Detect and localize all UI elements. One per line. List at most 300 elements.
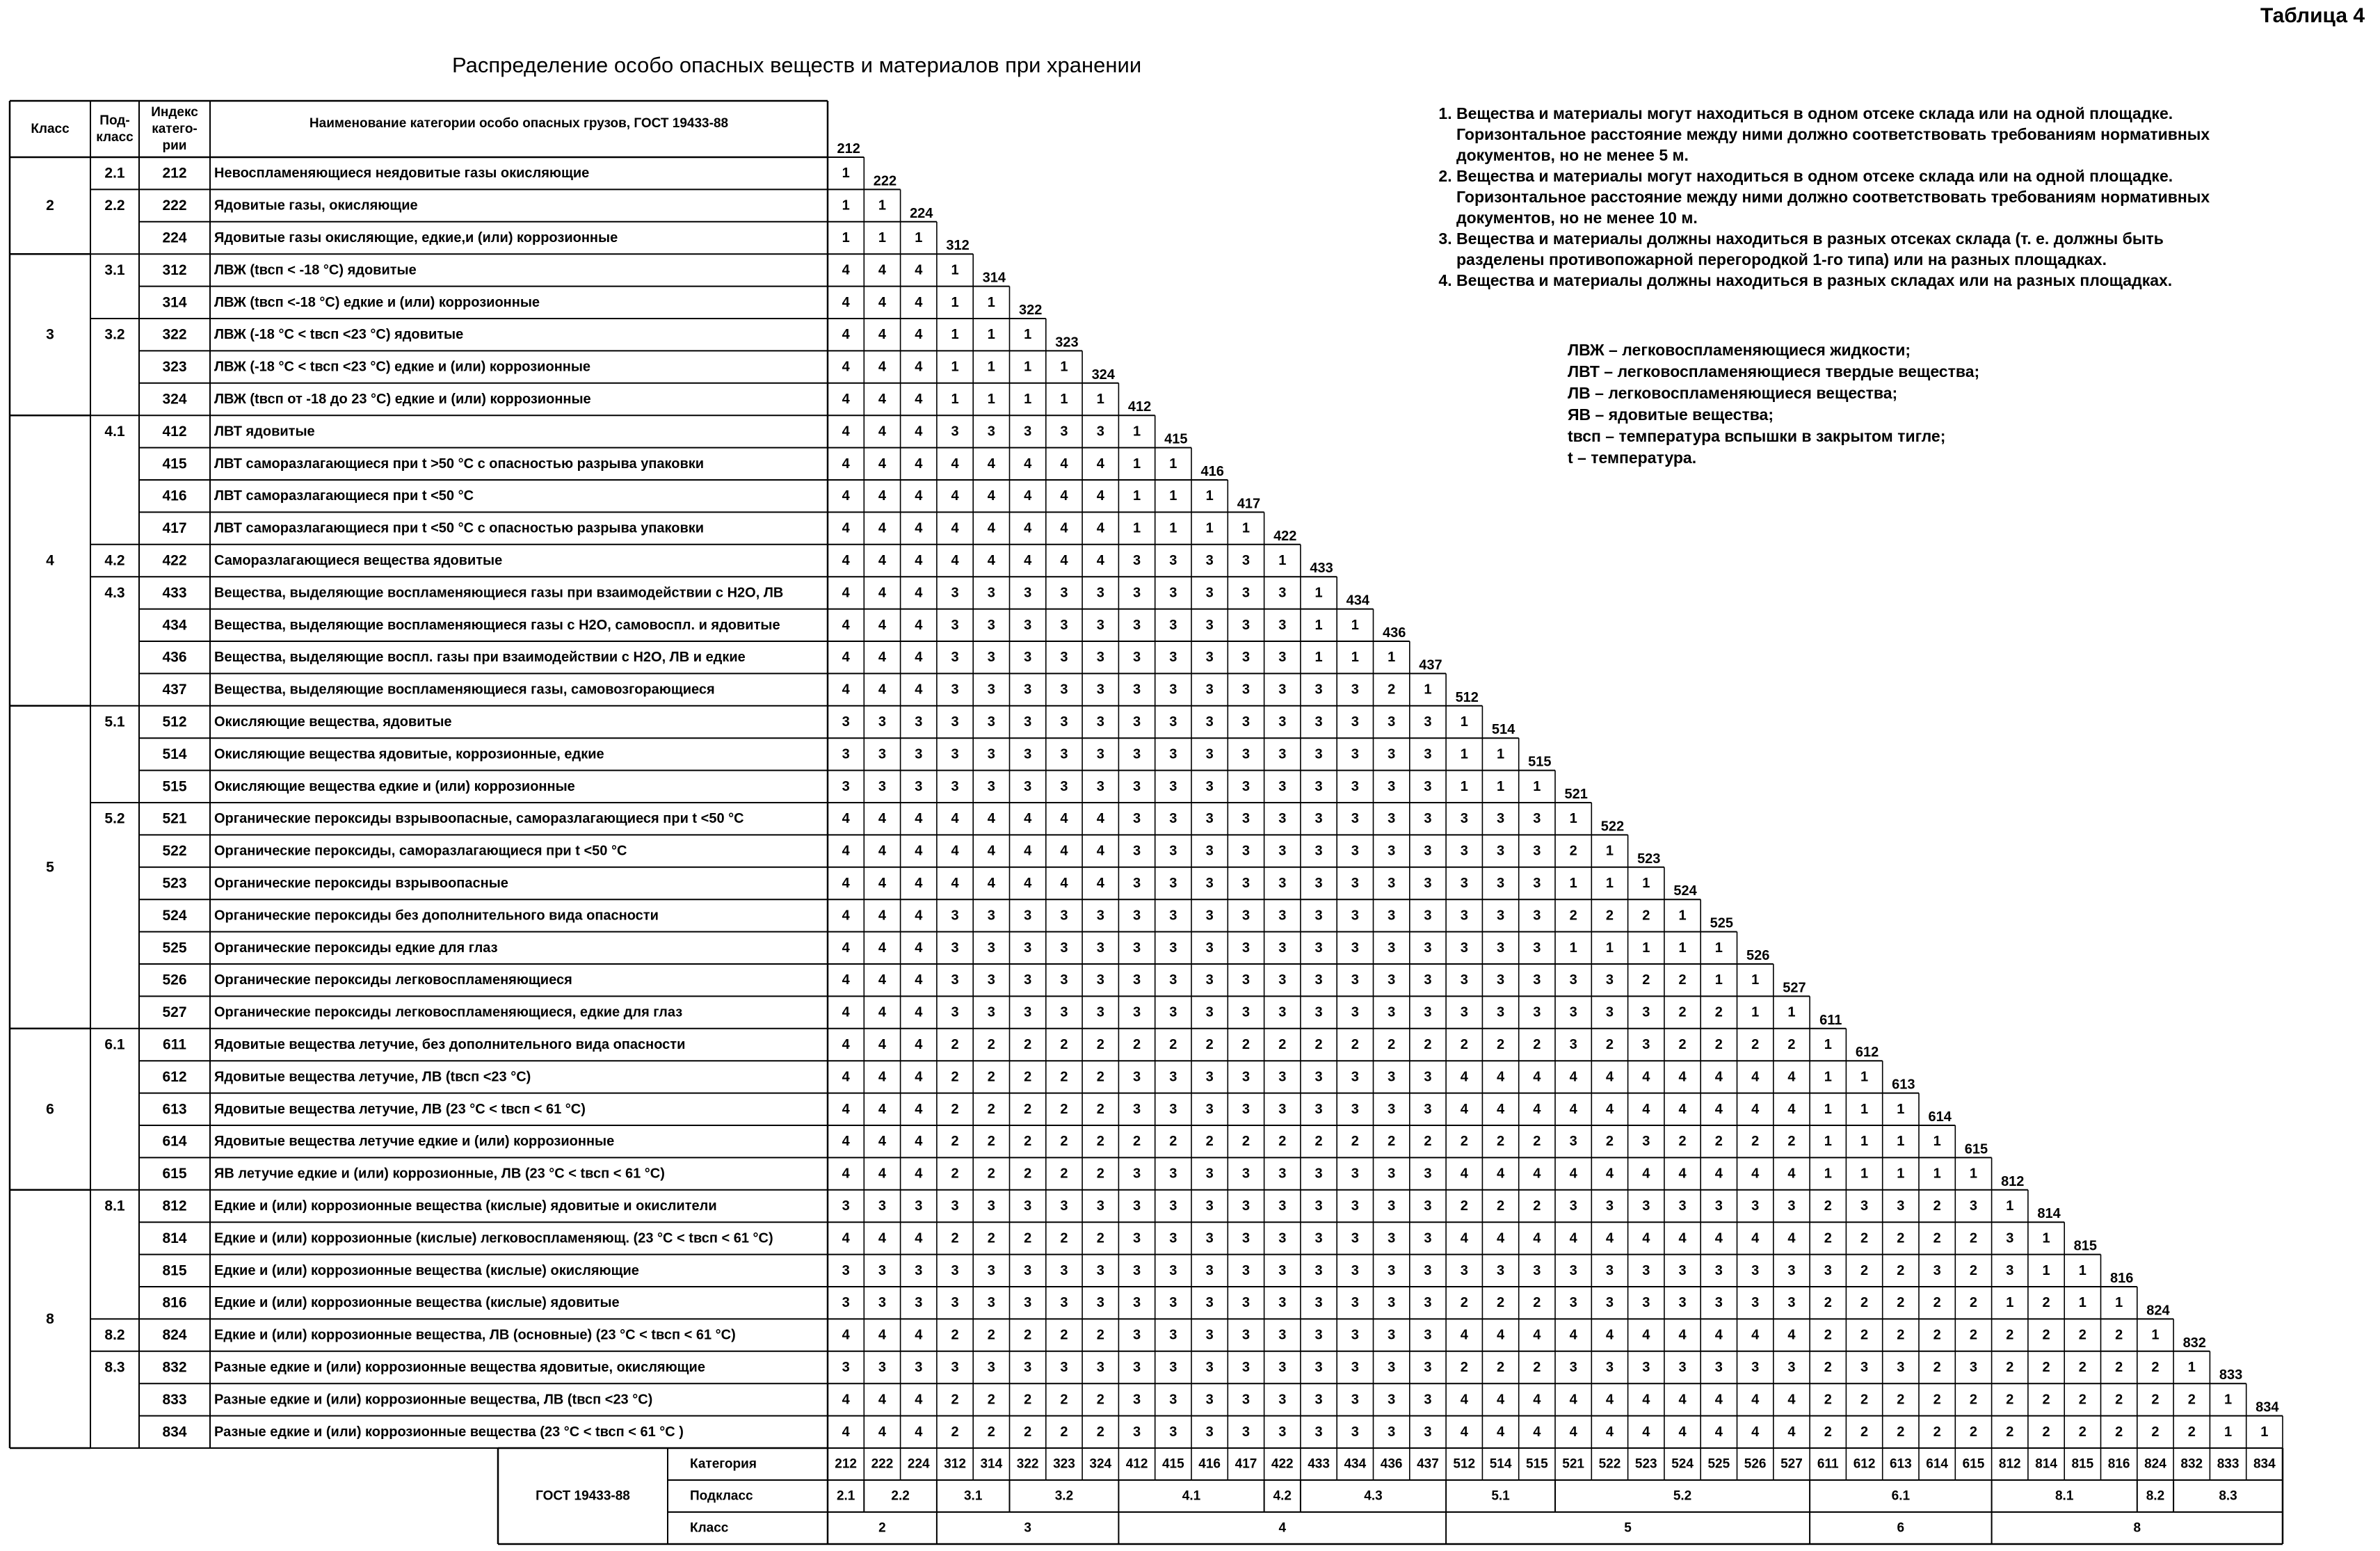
compatibility-cell: 4 <box>1714 1069 1723 1085</box>
compatibility-cell: 1 <box>1169 488 1177 504</box>
compatibility-cell: 3 <box>1278 1262 1287 1278</box>
compatibility-cell: 3 <box>1460 843 1468 859</box>
compatibility-cell: 3 <box>1060 778 1068 794</box>
compatibility-cell: 4 <box>1605 1069 1614 1085</box>
legend-item: tвсп – температура вспышки в закрытом тигле; <box>1568 427 1946 445</box>
compatibility-cell: 4 <box>1605 1392 1614 1408</box>
footer-category: 834 <box>2253 1456 2276 1472</box>
compatibility-cell: 1 <box>842 230 850 246</box>
compatibility-cell: 3 <box>1132 1166 1141 1182</box>
compatibility-cell: 2 <box>1569 908 1577 924</box>
compatibility-cell: 4 <box>842 811 850 827</box>
compatibility-cell: 4 <box>1096 553 1104 568</box>
compatibility-cell: 3 <box>987 682 995 698</box>
compatibility-cell: 3 <box>1424 1069 1432 1085</box>
compatibility-cell: 4 <box>1024 811 1032 827</box>
compatibility-cell: 3 <box>1424 811 1432 827</box>
compatibility-cell: 3 <box>1351 843 1359 859</box>
compatibility-cell: 3 <box>1241 650 1251 666</box>
compatibility-cell: 3 <box>1132 778 1141 794</box>
header-class: Класс <box>31 122 70 136</box>
compatibility-cell: 4 <box>915 1166 923 1182</box>
compatibility-cell: 3 <box>1388 1424 1396 1440</box>
compatibility-cell: 3 <box>1314 908 1323 924</box>
compatibility-cell: 3 <box>1351 1327 1359 1343</box>
compatibility-cell: 3 <box>1278 972 1287 988</box>
footer-class: 5 <box>1624 1520 1632 1536</box>
compatibility-cell: 4 <box>1787 1392 1796 1408</box>
compatibility-cell: 4 <box>915 262 923 278</box>
compatibility-cell: 3 <box>1096 682 1104 698</box>
compatibility-cell: 1 <box>1642 876 1650 891</box>
compatibility-cell: 1 <box>1824 1166 1832 1182</box>
compatibility-cell: 2 <box>1096 1392 1104 1408</box>
category-index: 615 <box>162 1166 187 1182</box>
header-subclass: класс <box>96 130 134 145</box>
compatibility-cell: 4 <box>842 553 850 568</box>
compatibility-cell: 2 <box>1860 1424 1869 1440</box>
compatibility-cell: 1 <box>878 230 887 246</box>
diagonal-category-label: 525 <box>1710 915 1734 931</box>
category-index: 322 <box>162 326 187 343</box>
compatibility-cell: 4 <box>1496 1230 1505 1246</box>
compatibility-cell: 3 <box>1241 843 1251 859</box>
category-name: Разные едкие и (или) коррозионные вещества (23 °С < tвсп < 61 °С ) <box>214 1424 684 1440</box>
compatibility-cell: 3 <box>878 1198 887 1214</box>
compatibility-cell: 3 <box>987 585 995 601</box>
compatibility-cell: 2 <box>1024 1230 1032 1246</box>
compatibility-cell: 3 <box>1424 778 1432 794</box>
compatibility-cell: 3 <box>1424 746 1432 762</box>
compatibility-cell: 3 <box>1169 553 1177 568</box>
compatibility-cell: 4 <box>842 359 850 375</box>
compatibility-cell: 4 <box>1096 843 1104 859</box>
compatibility-cell: 3 <box>1132 908 1141 924</box>
compatibility-cell: 2 <box>987 1037 995 1052</box>
compatibility-cell: 3 <box>1642 1198 1650 1214</box>
compatibility-cell: 2 <box>2042 1295 2050 1311</box>
compatibility-cell: 4 <box>951 553 959 568</box>
compatibility-cell: 3 <box>1314 1392 1323 1408</box>
compatibility-cell: 1 <box>2042 1230 2050 1246</box>
diagonal-category-label: 224 <box>910 205 933 221</box>
compatibility-cell: 4 <box>1096 876 1104 891</box>
compatibility-cell: 2 <box>1933 1392 1941 1408</box>
compatibility-cell: 3 <box>1351 682 1359 698</box>
compatibility-cell: 3 <box>1132 682 1141 698</box>
compatibility-cell: 2 <box>987 1392 995 1408</box>
compatibility-cell: 4 <box>1714 1392 1723 1408</box>
compatibility-cell: 3 <box>1388 908 1396 924</box>
compatibility-cell: 4 <box>1678 1069 1687 1085</box>
diagonal-category-label: 814 <box>2037 1206 2061 1222</box>
compatibility-cell: 4 <box>842 392 850 407</box>
compatibility-cell: 3 <box>1205 650 1214 666</box>
diagonal-category-label: 322 <box>1018 303 1043 318</box>
compatibility-cell: 3 <box>1169 876 1177 891</box>
compatibility-cell: 1 <box>1205 520 1214 536</box>
header-index: катего- <box>152 122 198 136</box>
subclass-label: 2.2 <box>104 198 125 214</box>
compatibility-cell: 3 <box>1460 1004 1468 1020</box>
compatibility-cell: 3 <box>1424 972 1432 988</box>
compatibility-cell: 3 <box>1132 746 1141 762</box>
compatibility-cell: 4 <box>1642 1424 1650 1440</box>
category-name: Окисляющие вещества, ядовитые <box>214 714 452 730</box>
compatibility-cell: 2 <box>987 1230 995 1246</box>
compatibility-cell: 3 <box>1424 1230 1432 1246</box>
compatibility-cell: 3 <box>987 650 995 666</box>
compatibility-cell: 4 <box>1787 1424 1796 1440</box>
compatibility-cell: 3 <box>842 1295 850 1311</box>
class-label: 4 <box>46 552 54 569</box>
compatibility-cell: 4 <box>1714 1101 1723 1117</box>
compatibility-cell: 2 <box>1024 1166 1032 1182</box>
compatibility-cell: 3 <box>1569 972 1577 988</box>
compatibility-cell: 3 <box>1496 972 1505 988</box>
compatibility-cell: 3 <box>1060 650 1068 666</box>
compatibility-cell: 4 <box>1605 1327 1614 1343</box>
compatibility-cell: 1 <box>1605 843 1614 859</box>
compatibility-cell: 4 <box>915 456 923 472</box>
footer-category: 222 <box>871 1456 894 1472</box>
compatibility-cell: 2 <box>1860 1295 1869 1311</box>
compatibility-cell: 3 <box>1241 908 1251 924</box>
compatibility-cell: 2 <box>1169 1134 1177 1150</box>
compatibility-cell: 1 <box>2078 1295 2086 1311</box>
compatibility-cell: 3 <box>878 1262 887 1278</box>
compatibility-cell: 3 <box>1278 1230 1287 1246</box>
compatibility-cell: 4 <box>987 488 995 504</box>
compatibility-cell: 1 <box>1132 520 1141 536</box>
compatibility-cell: 3 <box>1132 617 1141 633</box>
subclass-label: 6.1 <box>104 1036 125 1053</box>
compatibility-cell: 3 <box>1241 1101 1251 1117</box>
compatibility-cell: 2 <box>1897 1262 1905 1278</box>
compatibility-cell: 3 <box>1278 843 1287 859</box>
compatibility-cell: 4 <box>842 585 850 601</box>
compatibility-cell: 4 <box>1642 1230 1650 1246</box>
footer-subclass-label: Подкласс <box>690 1488 753 1504</box>
compatibility-cell: 3 <box>951 1295 959 1311</box>
compatibility-cell: 3 <box>951 1360 959 1375</box>
category-name: Органические пероксиды взрывоопасные, саморазлагающиеся при t <50 °С <box>214 811 744 827</box>
compatibility-cell: 4 <box>878 843 887 859</box>
footer-class: 4 <box>1278 1520 1287 1536</box>
compatibility-cell: 3 <box>1314 1101 1323 1117</box>
compatibility-cell: 4 <box>1787 1101 1796 1117</box>
compatibility-cell: 3 <box>1060 585 1068 601</box>
category-index: 612 <box>162 1068 187 1085</box>
diagonal-category-label: 436 <box>1382 625 1406 641</box>
category-index: 522 <box>162 843 187 860</box>
compatibility-cell: 4 <box>951 488 959 504</box>
compatibility-cell: 3 <box>1351 1424 1359 1440</box>
compatibility-cell: 4 <box>878 1230 887 1246</box>
compatibility-cell: 2 <box>1205 1037 1214 1052</box>
compatibility-cell: 3 <box>1351 1069 1359 1085</box>
compatibility-cell: 3 <box>987 617 995 633</box>
diagonal-category-label: 527 <box>1783 980 1806 996</box>
compatibility-cell: 3 <box>951 682 959 698</box>
footer-category: 514 <box>1489 1456 1512 1472</box>
compatibility-cell: 4 <box>1060 811 1068 827</box>
compatibility-cell: 2 <box>1205 1134 1214 1150</box>
compatibility-cell: 2 <box>2151 1360 2160 1375</box>
compatibility-cell: 2 <box>1897 1295 1905 1311</box>
compatibility-cell: 2 <box>2187 1392 2196 1408</box>
compatibility-cell: 2 <box>1024 1392 1032 1408</box>
compatibility-cell: 3 <box>1205 553 1214 568</box>
compatibility-cell: 3 <box>842 1360 850 1375</box>
diagonal-category-label: 415 <box>1164 431 1188 447</box>
compatibility-cell: 3 <box>1605 1198 1614 1214</box>
compatibility-cell: 3 <box>1024 1198 1032 1214</box>
compatibility-cell: 2 <box>1241 1134 1251 1150</box>
compatibility-cell: 4 <box>1096 488 1104 504</box>
compatibility-cell: 1 <box>1024 359 1032 375</box>
diagonal-category-label: 222 <box>873 173 897 189</box>
compatibility-cell: 4 <box>878 972 887 988</box>
compatibility-cell: 3 <box>842 1262 850 1278</box>
compatibility-cell: 2 <box>1132 1134 1141 1150</box>
footer-category: 833 <box>2217 1456 2240 1472</box>
compatibility-cell: 4 <box>915 327 923 343</box>
compatibility-cell: 1 <box>2115 1295 2123 1311</box>
compatibility-cell: 2 <box>1060 1327 1068 1343</box>
compatibility-cell: 3 <box>1351 1262 1359 1278</box>
category-name: Вещества, выделяющие воспл. газы при взаимодействии с H2O, ЛВ и едкие <box>214 650 746 666</box>
compatibility-cell: 3 <box>1132 714 1141 730</box>
compatibility-cell: 3 <box>1388 778 1396 794</box>
compatibility-cell: 2 <box>1060 1166 1068 1182</box>
compatibility-cell: 4 <box>842 682 850 698</box>
compatibility-cell: 3 <box>1241 1392 1251 1408</box>
footer-category: 436 <box>1380 1456 1403 1472</box>
compatibility-cell: 3 <box>1351 1360 1359 1375</box>
category-index: 824 <box>162 1327 187 1344</box>
category-index: 433 <box>162 584 187 601</box>
compatibility-cell: 3 <box>1678 1360 1687 1375</box>
compatibility-cell: 4 <box>1678 1166 1687 1182</box>
compatibility-cell: 4 <box>1533 1230 1541 1246</box>
compatibility-cell: 3 <box>1969 1360 1978 1375</box>
compatibility-cell: 4 <box>878 392 887 407</box>
compatibility-cell: 3 <box>1132 1069 1141 1085</box>
compatibility-cell: 3 <box>1060 424 1068 440</box>
footer-category: 522 <box>1598 1456 1621 1472</box>
compatibility-cell: 3 <box>1278 908 1287 924</box>
category-index: 324 <box>162 391 187 408</box>
compatibility-cell: 3 <box>1132 843 1141 859</box>
compatibility-cell: 3 <box>1605 1360 1614 1375</box>
compatibility-cell: 3 <box>1169 972 1177 988</box>
category-name: Ядовитые вещества летучие, без дополнительного вида опасности <box>214 1037 686 1052</box>
compatibility-cell: 2 <box>987 1327 995 1343</box>
footer-class: 8 <box>2133 1520 2141 1536</box>
compatibility-cell: 2 <box>1533 1198 1541 1214</box>
compatibility-cell: 2 <box>1751 1037 1760 1052</box>
compatibility-cell: 3 <box>1714 1295 1723 1311</box>
compatibility-cell: 4 <box>842 1166 850 1182</box>
compatibility-cell: 3 <box>1533 876 1541 891</box>
compatibility-cell: 4 <box>1533 1069 1541 1085</box>
footer-category: 434 <box>1344 1456 1367 1472</box>
class-label: 6 <box>46 1101 54 1118</box>
compatibility-cell: 4 <box>1751 1230 1760 1246</box>
compatibility-cell: 3 <box>1169 1198 1177 1214</box>
category-name: ЛВЖ (-18 °С < tвсп <23 °С) едкие и (или) коррозионные <box>214 359 591 375</box>
compatibility-cell: 4 <box>878 424 887 440</box>
compatibility-cell: 2 <box>1024 1424 1032 1440</box>
compatibility-cell: 4 <box>878 650 887 666</box>
compatibility-cell: 2 <box>1714 1134 1723 1150</box>
compatibility-cell: 1 <box>1351 617 1359 633</box>
compatibility-cell: 3 <box>1533 811 1541 827</box>
compatibility-cell: 4 <box>1496 1166 1505 1182</box>
compatibility-cell: 1 <box>951 294 959 310</box>
compatibility-cell: 1 <box>2006 1198 2014 1214</box>
compatibility-cell: 4 <box>878 456 887 472</box>
compatibility-cell: 2 <box>1132 1037 1141 1052</box>
compatibility-cell: 3 <box>1241 940 1251 956</box>
compatibility-cell: 1 <box>1278 553 1287 568</box>
header-name: Наименование категории особо опасных грузов, ГОСТ 19433-88 <box>309 116 729 131</box>
compatibility-cell: 2 <box>951 1134 959 1150</box>
compatibility-cell: 1 <box>2151 1327 2160 1343</box>
compatibility-cell: 3 <box>1278 940 1287 956</box>
compatibility-cell: 2 <box>1096 1230 1104 1246</box>
compatibility-cell: 3 <box>987 424 995 440</box>
compatibility-cell: 3 <box>1278 650 1287 666</box>
compatibility-cell: 4 <box>915 908 923 924</box>
compatibility-cell: 3 <box>1205 617 1214 633</box>
compatibility-cell: 3 <box>1933 1262 1941 1278</box>
compatibility-cell: 2 <box>1496 1295 1505 1311</box>
compatibility-cell: 4 <box>1024 553 1032 568</box>
compatibility-cell: 1 <box>1933 1134 1941 1150</box>
footer-category: 615 <box>1962 1456 1985 1472</box>
compatibility-cell: 3 <box>1241 972 1251 988</box>
category-name: Ядовитые газы, окисляющие <box>214 198 418 214</box>
compatibility-cell: 3 <box>1569 1262 1577 1278</box>
compatibility-cell: 3 <box>1460 876 1468 891</box>
compatibility-cell: 3 <box>1642 1037 1650 1052</box>
footer-class-label: Класс <box>690 1520 729 1536</box>
note-item: 2. Вещества и материалы могут находиться в одном отсеке склада или на одной площадке. Горизонтальное расстояние между ними должно соответствовать требованиям нормативных документов, но не менее 10 м. <box>1456 166 2212 228</box>
compatibility-cell: 4 <box>1751 1101 1760 1117</box>
compatibility-cell: 3 <box>1241 1166 1251 1182</box>
footer-category: 812 <box>1998 1456 2021 1472</box>
compatibility-cell: 3 <box>1169 1069 1177 1085</box>
compatibility-cell: 4 <box>915 1424 923 1440</box>
compatibility-cell: 4 <box>1569 1424 1577 1440</box>
compatibility-cell: 4 <box>842 424 850 440</box>
footer-category: 422 <box>1271 1456 1294 1472</box>
compatibility-cell: 4 <box>987 876 995 891</box>
compatibility-cell: 3 <box>1388 1101 1396 1117</box>
compatibility-cell: 2 <box>1933 1295 1941 1311</box>
compatibility-cell: 3 <box>1351 1198 1359 1214</box>
compatibility-cell: 1 <box>1024 392 1032 407</box>
compatibility-cell: 3 <box>1169 1424 1177 1440</box>
compatibility-cell: 3 <box>1278 746 1287 762</box>
category-name: Саморазлагающиеся вещества ядовитые <box>214 553 503 568</box>
compatibility-cell: 3 <box>1351 746 1359 762</box>
compatibility-cell: 4 <box>842 520 850 536</box>
compatibility-cell: 3 <box>1241 778 1251 794</box>
compatibility-cell: 2 <box>2078 1360 2086 1375</box>
compatibility-cell: 3 <box>915 778 923 794</box>
category-name: Органические пероксиды едкие для глаз <box>214 940 498 956</box>
compatibility-cell: 2 <box>1060 1101 1068 1117</box>
compatibility-cell: 4 <box>1751 1424 1760 1440</box>
compatibility-cell: 3 <box>1096 778 1104 794</box>
compatibility-cell: 3 <box>1132 1101 1141 1117</box>
compatibility-cell: 4 <box>1533 1392 1541 1408</box>
compatibility-cell: 3 <box>2006 1262 2014 1278</box>
compatibility-cell: 3 <box>1860 1198 1869 1214</box>
compatibility-cell: 3 <box>951 585 959 601</box>
diagonal-category-label: 834 <box>2256 1399 2279 1415</box>
footer-category: 521 <box>1562 1456 1585 1472</box>
compatibility-cell: 3 <box>1024 682 1032 698</box>
footer-subclass: 2.2 <box>891 1488 910 1504</box>
compatibility-cell: 3 <box>1205 1004 1214 1020</box>
compatibility-cell: 3 <box>1424 1424 1432 1440</box>
compatibility-cell: 2 <box>1424 1134 1432 1150</box>
compatibility-cell: 3 <box>1060 746 1068 762</box>
compatibility-cell: 2 <box>1460 1037 1468 1052</box>
compatibility-cell: 3 <box>1460 972 1468 988</box>
compatibility-cell: 3 <box>987 1198 995 1214</box>
footer-category: 526 <box>1744 1456 1767 1472</box>
compatibility-cell: 4 <box>842 1101 850 1117</box>
compatibility-cell: 2 <box>1496 1198 1505 1214</box>
compatibility-cell: 4 <box>878 262 887 278</box>
compatibility-cell: 4 <box>1787 1327 1796 1343</box>
compatibility-cell: 3 <box>1096 714 1104 730</box>
compatibility-cell: 2 <box>2042 1392 2050 1408</box>
compatibility-cell: 3 <box>1024 940 1032 956</box>
compatibility-cell: 2 <box>1533 1295 1541 1311</box>
compatibility-cell: 3 <box>1351 1166 1359 1182</box>
category-name: Едкие и (или) коррозионные вещества (кислые) окисляющие <box>214 1262 639 1278</box>
footer-subclass: 3.1 <box>963 1488 983 1504</box>
category-name: ЛВЖ (tвсп < -18 °С) ядовитые <box>214 262 417 278</box>
compatibility-cell: 3 <box>951 1004 959 1020</box>
diagonal-category-label: 523 <box>1637 851 1661 867</box>
compatibility-cell: 2 <box>1642 972 1650 988</box>
note-item: 1. Вещества и материалы могут находиться в одном отсеке склада или на одной площадке. Горизонтальное расстояние между ними должно соответствовать требованиям нормативных документов, но не менее 5 м. <box>1456 103 2212 166</box>
compatibility-cell: 4 <box>842 1392 850 1408</box>
compatibility-cell: 4 <box>878 520 887 536</box>
header-index: Индекс <box>151 105 198 120</box>
compatibility-cell: 4 <box>878 488 887 504</box>
compatibility-cell: 2 <box>1096 1166 1104 1182</box>
compatibility-cell: 4 <box>842 617 850 633</box>
category-name: Едкие и (или) коррозионные вещества (кислые) ядовитые <box>214 1295 620 1311</box>
compatibility-cell: 3 <box>1060 617 1068 633</box>
footer-category: 314 <box>980 1456 1003 1472</box>
compatibility-cell: 1 <box>1132 424 1141 440</box>
compatibility-cell: 3 <box>1751 1360 1760 1375</box>
compatibility-cell: 3 <box>1096 1198 1104 1214</box>
gost-label: ГОСТ 19433-88 <box>536 1488 630 1504</box>
compatibility-cell: 4 <box>915 972 923 988</box>
diagonal-category-label: 833 <box>2219 1367 2243 1383</box>
compatibility-cell: 3 <box>1278 1198 1287 1214</box>
